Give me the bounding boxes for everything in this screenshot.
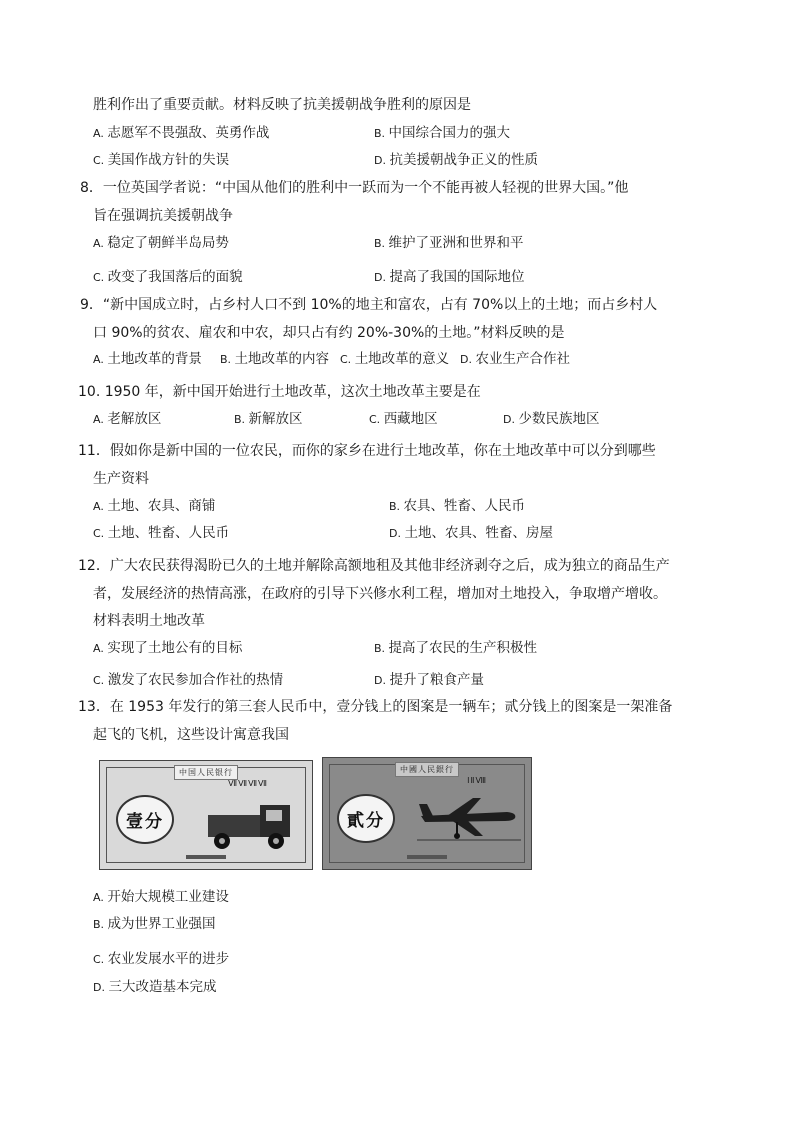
q13-option-b-text: 成为世界工业强国 bbox=[107, 916, 216, 932]
q7-option-d-text: 抗美援朝战争正义的性质 bbox=[389, 152, 538, 168]
q8-option-a[interactable]: A. 稳定了朝鲜半岛局势 bbox=[93, 235, 229, 251]
q13-option-d-text: 三大改造基本完成 bbox=[108, 979, 217, 995]
q10-option-c[interactable]: C. 西藏地区 bbox=[369, 411, 438, 427]
q12-option-d[interactable]: D. 提升了粮食产量 bbox=[374, 672, 484, 688]
q12-option-a[interactable]: A. 实现了土地公有的目标 bbox=[93, 640, 243, 656]
q7-option-a[interactable]: A. 志愿军不畏强敌、英勇作战 bbox=[93, 125, 270, 141]
q13-option-c[interactable]: C. 农业发展水平的进步 bbox=[93, 951, 230, 967]
q10-option-d-text: 少数民族地区 bbox=[518, 411, 600, 427]
q13-option-d[interactable]: D. 三大改造基本完成 bbox=[93, 979, 217, 995]
banknote-bank-name: 中國人民銀行 bbox=[395, 762, 459, 777]
q7-option-b[interactable]: B. 中国综合国力的强大 bbox=[374, 125, 511, 141]
q12-option-c-text: 激发了农民参加合作社的热情 bbox=[107, 672, 284, 688]
q13-stem-line-1: 13．在 1953 年发行的第三套人民币中，壹分钱上的图案是一辆车；贰分钱上的图案是一架准备 bbox=[78, 699, 673, 715]
q12-option-b-text: 提高了农民的生产积极性 bbox=[388, 640, 538, 656]
q8-option-c-text: 改变了我国落后的面貌 bbox=[107, 269, 243, 285]
q11-option-a-text: 土地、农具、商铺 bbox=[107, 498, 216, 514]
q11-option-b[interactable]: B. 农具、牲畜、人民币 bbox=[389, 498, 526, 514]
banknote-two-fen-image bbox=[322, 757, 532, 870]
q7-option-c-text: 美国作战方针的失误 bbox=[107, 152, 230, 168]
q8-option-a-text: 稳定了朝鲜半岛局势 bbox=[107, 235, 229, 251]
q7-stem-tail: 胜利作出了重要贡献。材料反映了抗美援朝战争胜利的原因是 bbox=[93, 97, 471, 113]
airplane-icon bbox=[417, 794, 521, 842]
q11-option-d[interactable]: D. 土地、农具、牲畜、房屋 bbox=[389, 525, 553, 541]
q10-option-d[interactable]: D. 少数民族地区 bbox=[503, 411, 600, 427]
q12-option-a-text: 实现了土地公有的目标 bbox=[107, 640, 243, 656]
q13-option-b[interactable]: B. 成为世界工业强国 bbox=[93, 916, 216, 932]
q12-stem-line-2: 者，发展经济的热情高涨，在政府的引导下兴修水利工程，增加对土地投入，争取增产增收。 bbox=[93, 586, 667, 602]
banknote-bank-name: 中国人民银行 bbox=[174, 765, 238, 780]
q9-option-a-text: 土地改革的背景 bbox=[107, 351, 202, 367]
q13-option-a-text: 开始大规模工业建设 bbox=[107, 889, 229, 905]
q10-option-c-text: 西藏地区 bbox=[383, 411, 438, 427]
banknote-denomination: 貳分 bbox=[337, 794, 395, 843]
q8-option-b[interactable]: B. 维护了亚洲和世界和平 bbox=[374, 235, 524, 251]
q7-option-d[interactable]: D. 抗美援朝战争正义的性质 bbox=[374, 152, 538, 168]
banknote-footer-mark bbox=[407, 855, 447, 859]
q9-stem-line-1: 9．“新中国成立时，占乡村人口不到 10%的地主和富农，占有 70%以上的土地；而占乡村人 bbox=[80, 297, 658, 313]
q9-option-c-text: 土地改革的意义 bbox=[354, 351, 450, 367]
q9-option-b[interactable]: B. 土地改革的内容 bbox=[220, 351, 330, 367]
q11-option-c-text: 土地、牲畜、人民币 bbox=[107, 525, 230, 541]
q11-option-a[interactable]: A. 土地、农具、商铺 bbox=[93, 498, 216, 514]
q9-option-d-text: 农业生产合作社 bbox=[475, 351, 570, 367]
q11-option-d-text: 土地、农具、牲畜、房屋 bbox=[404, 525, 553, 541]
q11-option-c[interactable]: C. 土地、牲畜、人民币 bbox=[93, 525, 230, 541]
q8-stem-line-2: 旨在强调抗美援朝战争 bbox=[93, 208, 233, 224]
q12-option-c[interactable]: C. 激发了农民参加合作社的热情 bbox=[93, 672, 284, 688]
q8-option-b-text: 维护了亚洲和世界和平 bbox=[388, 235, 524, 251]
q13-option-c-text: 农业发展水平的进步 bbox=[107, 951, 230, 967]
q10-option-b[interactable]: B. 新解放区 bbox=[234, 411, 303, 427]
q12-stem-line-3: 材料表明土地改革 bbox=[93, 613, 205, 629]
q9-option-c[interactable]: C. 土地改革的意义 bbox=[340, 351, 450, 367]
q7-option-a-text: 志愿军不畏强敌、英勇作战 bbox=[107, 125, 270, 141]
q8-option-d-text: 提高了我国的国际地位 bbox=[389, 269, 525, 285]
banknote-serial: ⅠⅡⅧ bbox=[467, 776, 487, 785]
q12-option-d-text: 提升了粮食产量 bbox=[389, 672, 484, 688]
q11-option-b-text: 农具、牲畜、人民币 bbox=[403, 498, 526, 514]
q10-option-a-text: 老解放区 bbox=[107, 411, 162, 427]
q12-option-b[interactable]: B. 提高了农民的生产积极性 bbox=[374, 640, 538, 656]
q11-stem-line-1: 11．假如你是新中国的一位农民，而你的家乡在进行土地改革，你在土地改革中可以分到哪些 bbox=[78, 443, 656, 459]
q10-option-b-text: 新解放区 bbox=[248, 411, 303, 427]
q9-option-b-text: 土地改革的内容 bbox=[234, 351, 330, 367]
banknote-denomination: 壹分 bbox=[116, 795, 174, 844]
q13-option-a[interactable]: A. 开始大规模工业建设 bbox=[93, 889, 229, 905]
q8-stem-line-1: 8．一位英国学者说：“中国从他们的胜利中一跃而为一个不能再被人轻视的世界大国。”他 bbox=[80, 180, 629, 196]
q12-stem-line-1: 12．广大农民获得渴盼已久的土地并解除高额地租及其他非经济剥夺之后，成为独立的商品生产 bbox=[78, 558, 670, 574]
q7-option-c[interactable]: C. 美国作战方针的失误 bbox=[93, 152, 230, 168]
q8-option-d[interactable]: D. 提高了我国的国际地位 bbox=[374, 269, 525, 285]
q9-stem-line-2: 口 90%的贫农、雇农和中农，却只占有约 20%-30%的土地。”材料反映的是 bbox=[93, 325, 565, 341]
q9-option-d[interactable]: D. 农业生产合作社 bbox=[460, 351, 570, 367]
banknote-one-fen-image bbox=[99, 760, 313, 870]
q8-option-c[interactable]: C. 改变了我国落后的面貌 bbox=[93, 269, 243, 285]
truck-icon bbox=[204, 801, 300, 853]
q7-option-b-text: 中国综合国力的强大 bbox=[388, 125, 511, 141]
banknote-footer-mark bbox=[186, 855, 226, 859]
q11-stem-line-2: 生产资料 bbox=[93, 471, 149, 487]
q10-stem: 10. 1950 年，新中国开始进行土地改革，这次土地改革主要是在 bbox=[78, 384, 481, 400]
q13-stem-line-2: 起飞的飞机，这些设计寓意我国 bbox=[93, 727, 289, 743]
banknote-serial: ⅦⅦⅦⅦ bbox=[228, 779, 268, 788]
q10-option-a[interactable]: A. 老解放区 bbox=[93, 411, 162, 427]
q9-option-a[interactable]: A. 土地改革的背景 bbox=[93, 351, 202, 367]
